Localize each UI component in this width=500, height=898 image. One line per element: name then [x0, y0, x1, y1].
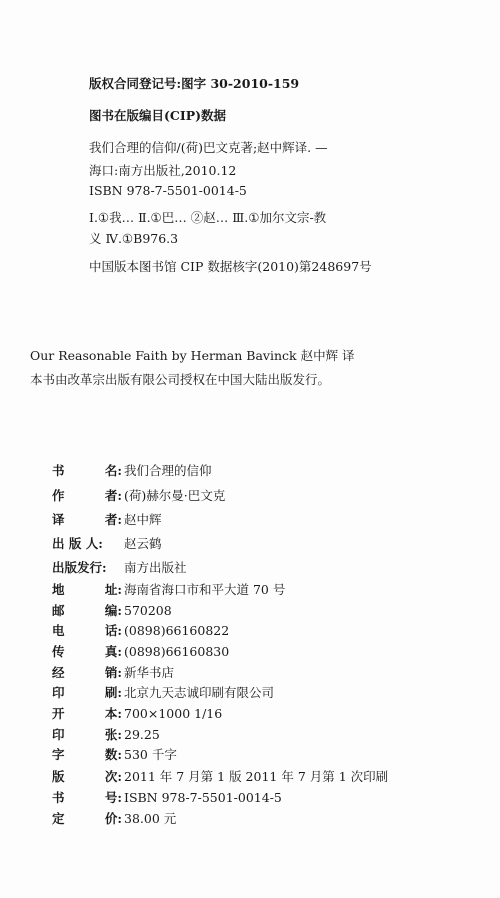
colophon-label — [52, 683, 122, 701]
colophon-row — [52, 643, 229, 659]
colophon-value: 570208 — [124, 602, 172, 618]
colophon-label — [52, 663, 122, 681]
colophon-label-part: 版 — [52, 769, 65, 784]
colophon-row — [52, 726, 160, 742]
colophon-value: 赵云鹤 — [124, 536, 162, 551]
colophon-row — [52, 462, 212, 478]
colophon-row — [52, 810, 176, 826]
colophon-label — [52, 642, 122, 660]
colophon-value: 新华书店 — [124, 665, 175, 680]
colophon-label — [52, 621, 122, 639]
colophon-row — [52, 487, 225, 503]
colophon-label — [52, 510, 122, 528]
colophon-row — [52, 664, 174, 680]
colophon-label-part: 印 — [52, 685, 65, 700]
colophon-label — [52, 704, 122, 722]
colophon-label — [52, 745, 122, 763]
colophon-label — [52, 534, 122, 552]
colophon-row — [52, 602, 172, 618]
english-title-line: Our Reasonable Faith by Herman Bavinck 赵中辉 译 — [30, 348, 355, 363]
colophon-value: 赵中辉 — [124, 512, 162, 527]
colophon-label-part: 邮 — [52, 603, 65, 618]
copyright-registration: 版权合同登记号:图字 30-2010-159 — [89, 76, 300, 91]
colophon-row — [52, 622, 229, 638]
colophon-label-part: 经 — [52, 665, 65, 680]
colophon-row — [52, 581, 285, 597]
colophon-value: (0898)66160822 — [124, 622, 230, 638]
colophon-label-part: 者: — [104, 488, 122, 503]
colophon-label-part: 次: — [104, 769, 122, 784]
cip-line: 海口:南方出版社,2010.12 — [89, 163, 237, 178]
colophon-label-part: 址: — [104, 582, 122, 597]
colophon-label-part: 编: — [104, 603, 122, 618]
colophon-label-part: 刷: — [104, 685, 122, 700]
colophon-label-part: 传 — [52, 644, 65, 659]
colophon-label — [52, 558, 122, 576]
cip-line: 义 Ⅳ.①B976.3 — [89, 231, 179, 246]
colophon-value: ISBN 978-7-5501-0014-5 — [124, 789, 282, 805]
colophon-value: 南方出版社 — [124, 560, 187, 575]
cip-line: 我们合理的信仰/(荷)巴文克著;赵中辉译. — — [89, 140, 328, 155]
colophon-label-part: 数: — [104, 747, 122, 762]
colophon-value: 2011 年 7 月第 1 版 2011 年 7 月第 1 次印刷 — [124, 769, 389, 784]
colophon-label-part: 字 — [52, 747, 65, 762]
colophon-label-part: 者: — [104, 512, 122, 527]
colophon-label-part: 书 — [52, 790, 65, 805]
colophon-row — [52, 746, 177, 762]
colophon-label — [52, 486, 122, 504]
colophon-label-part: 出版发行: — [52, 560, 107, 575]
colophon-label — [52, 809, 122, 827]
colophon-value: 北京九天志诚印刷有限公司 — [124, 685, 275, 700]
colophon-label-part: 开 — [52, 706, 65, 721]
colophon-label — [52, 767, 122, 785]
colophon-row — [52, 789, 282, 805]
colophon-label — [52, 788, 122, 806]
colophon-label-part: 话: — [104, 623, 122, 638]
colophon-value: 29.25 — [124, 726, 160, 742]
colophon-row — [52, 535, 162, 551]
colophon-label — [52, 580, 122, 598]
colophon-label — [52, 601, 122, 619]
cip-data-number: 中国版本图书馆 CIP 数据核字(2010)第248697号 — [89, 259, 372, 274]
colophon-row — [52, 684, 274, 700]
colophon-value: 530 千字 — [124, 747, 177, 762]
cip-title: 图书在版编目(CIP)数据 — [89, 108, 227, 123]
colophon-label-part: 地 — [52, 582, 65, 597]
colophon-label-part: 名: — [104, 463, 122, 478]
colophon-label-part: 译 — [52, 512, 65, 527]
colophon-label — [52, 461, 122, 479]
colophon-label-part: 本: — [104, 706, 122, 721]
colophon-label-part: 价: — [104, 811, 122, 826]
colophon-value: 700×1000 1/16 — [124, 705, 223, 721]
cip-line: Ⅰ.①我… Ⅱ.①巴… ②赵… Ⅲ.①加尔文宗-教 — [89, 210, 327, 225]
colophon-value: (0898)66160830 — [124, 643, 230, 659]
colophon-label-part: 书 — [52, 463, 65, 478]
colophon-row — [52, 559, 187, 575]
colophon-row — [52, 768, 388, 784]
colophon-label-part: 电 — [52, 623, 65, 638]
colophon-label-part: 张: — [104, 727, 122, 742]
colophon-row — [52, 511, 162, 527]
colophon-label-part: 印 — [52, 727, 65, 742]
colophon-label-part: 作 — [52, 488, 65, 503]
colophon-value: 海南省海口市和平大道 70 号 — [124, 582, 286, 597]
cip-line: ISBN 978-7-5501-0014-5 — [89, 183, 247, 198]
colophon-label — [52, 725, 122, 743]
colophon-value: 38.00 元 — [124, 811, 177, 826]
colophon-label-part: 号: — [104, 790, 122, 805]
colophon-value: 我们合理的信仰 — [124, 463, 212, 478]
colophon-label-part: 真: — [104, 644, 122, 659]
colophon-value: (荷)赫尔曼·巴文克 — [124, 488, 226, 503]
colophon-row — [52, 705, 222, 721]
colophon-label-part: 销: — [104, 665, 122, 680]
colophon-label-part: 定 — [52, 811, 65, 826]
colophon-label-part: 出 版 人: — [52, 536, 103, 551]
authorization-statement: 本书由改革宗出版有限公司授权在中国大陆出版发行。 — [30, 372, 331, 387]
